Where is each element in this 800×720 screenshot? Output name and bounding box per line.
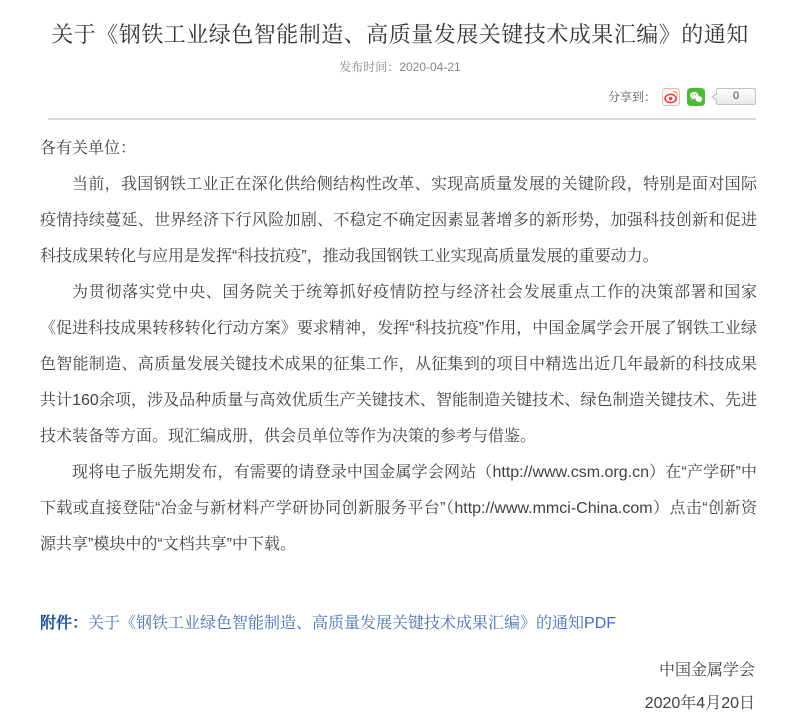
share-label: 分享到： [607, 89, 656, 104]
signature-org: 中国金属学会 [658, 662, 755, 679]
notice-page [0, 18, 800, 712]
paragraph-2: 为贯彻落实党中央、国务院关于统筹抓好疫情防控与经济社会发展重点工作的决策部署和国家《促进科技成果转移转化行动方案》要求精神，发挥“科技抗疫”作用，中国金属学会开展了钢铁工业绿色智能制造、高质量发展关键技术成果的征集工作，从征集到的项目中精选出近几年最新的科技成果共计160余项，涉及品种质量与高效优质生产关键技术、智能制造关键技术、绿色制造关键技术、先进技术装备等方面。现汇编成册，供会员单位等作为决策的参考与借鉴。 [40, 284, 757, 445]
page-title: 关于《钢铁工业绿色智能制造、高质量发展关键技术成果汇编》的通知 [51, 22, 749, 47]
share-count-value: 0 [732, 90, 740, 103]
share-count-badge[interactable] [716, 88, 756, 105]
notice-body [0, 120, 800, 563]
publish-time-label: 发布时间： [339, 60, 400, 74]
signature-date: 2020年4月20日 [644, 695, 755, 712]
paragraph-3: 现将电子版先期发布，有需要的请登录中国金属学会网站（http://www.csm.org.cn）在“产学研”中下载或直接登陆“冶金与新材料产学研协同创新服务平台”（http://www.mmci-China.com）点击“创新资源共享”模块中的“文档共享”中下载。 [40, 464, 757, 553]
weibo-icon[interactable] [662, 88, 680, 106]
share-bar [0, 86, 800, 106]
publish-time-value: 2020-04-21 [399, 60, 461, 74]
paragraph-1: 当前，我国钢铁工业正在深化供给侧结构性改革、实现高质量发展的关键阶段，特别是面对国际疫情持续蔓延、世界经济下行风险加剧、不稳定不确定因素显著增多的新形势，加强科技创新和促进科技成果转化与应用是发挥“科技抗疫”，推动我国钢铁工业实现高质量发展的重要动力。 [40, 176, 757, 265]
attachment-label: 附件： [40, 615, 89, 632]
wechat-icon[interactable] [687, 88, 705, 106]
attachment-row [0, 612, 800, 636]
salutation: 各有关单位： [40, 140, 137, 157]
attachment-link[interactable]: 关于《钢铁工业绿色智能制造、高质量发展关键技术成果汇编》的通知PDF [88, 615, 617, 632]
publish-time [0, 58, 800, 75]
signature-block [0, 654, 800, 720]
